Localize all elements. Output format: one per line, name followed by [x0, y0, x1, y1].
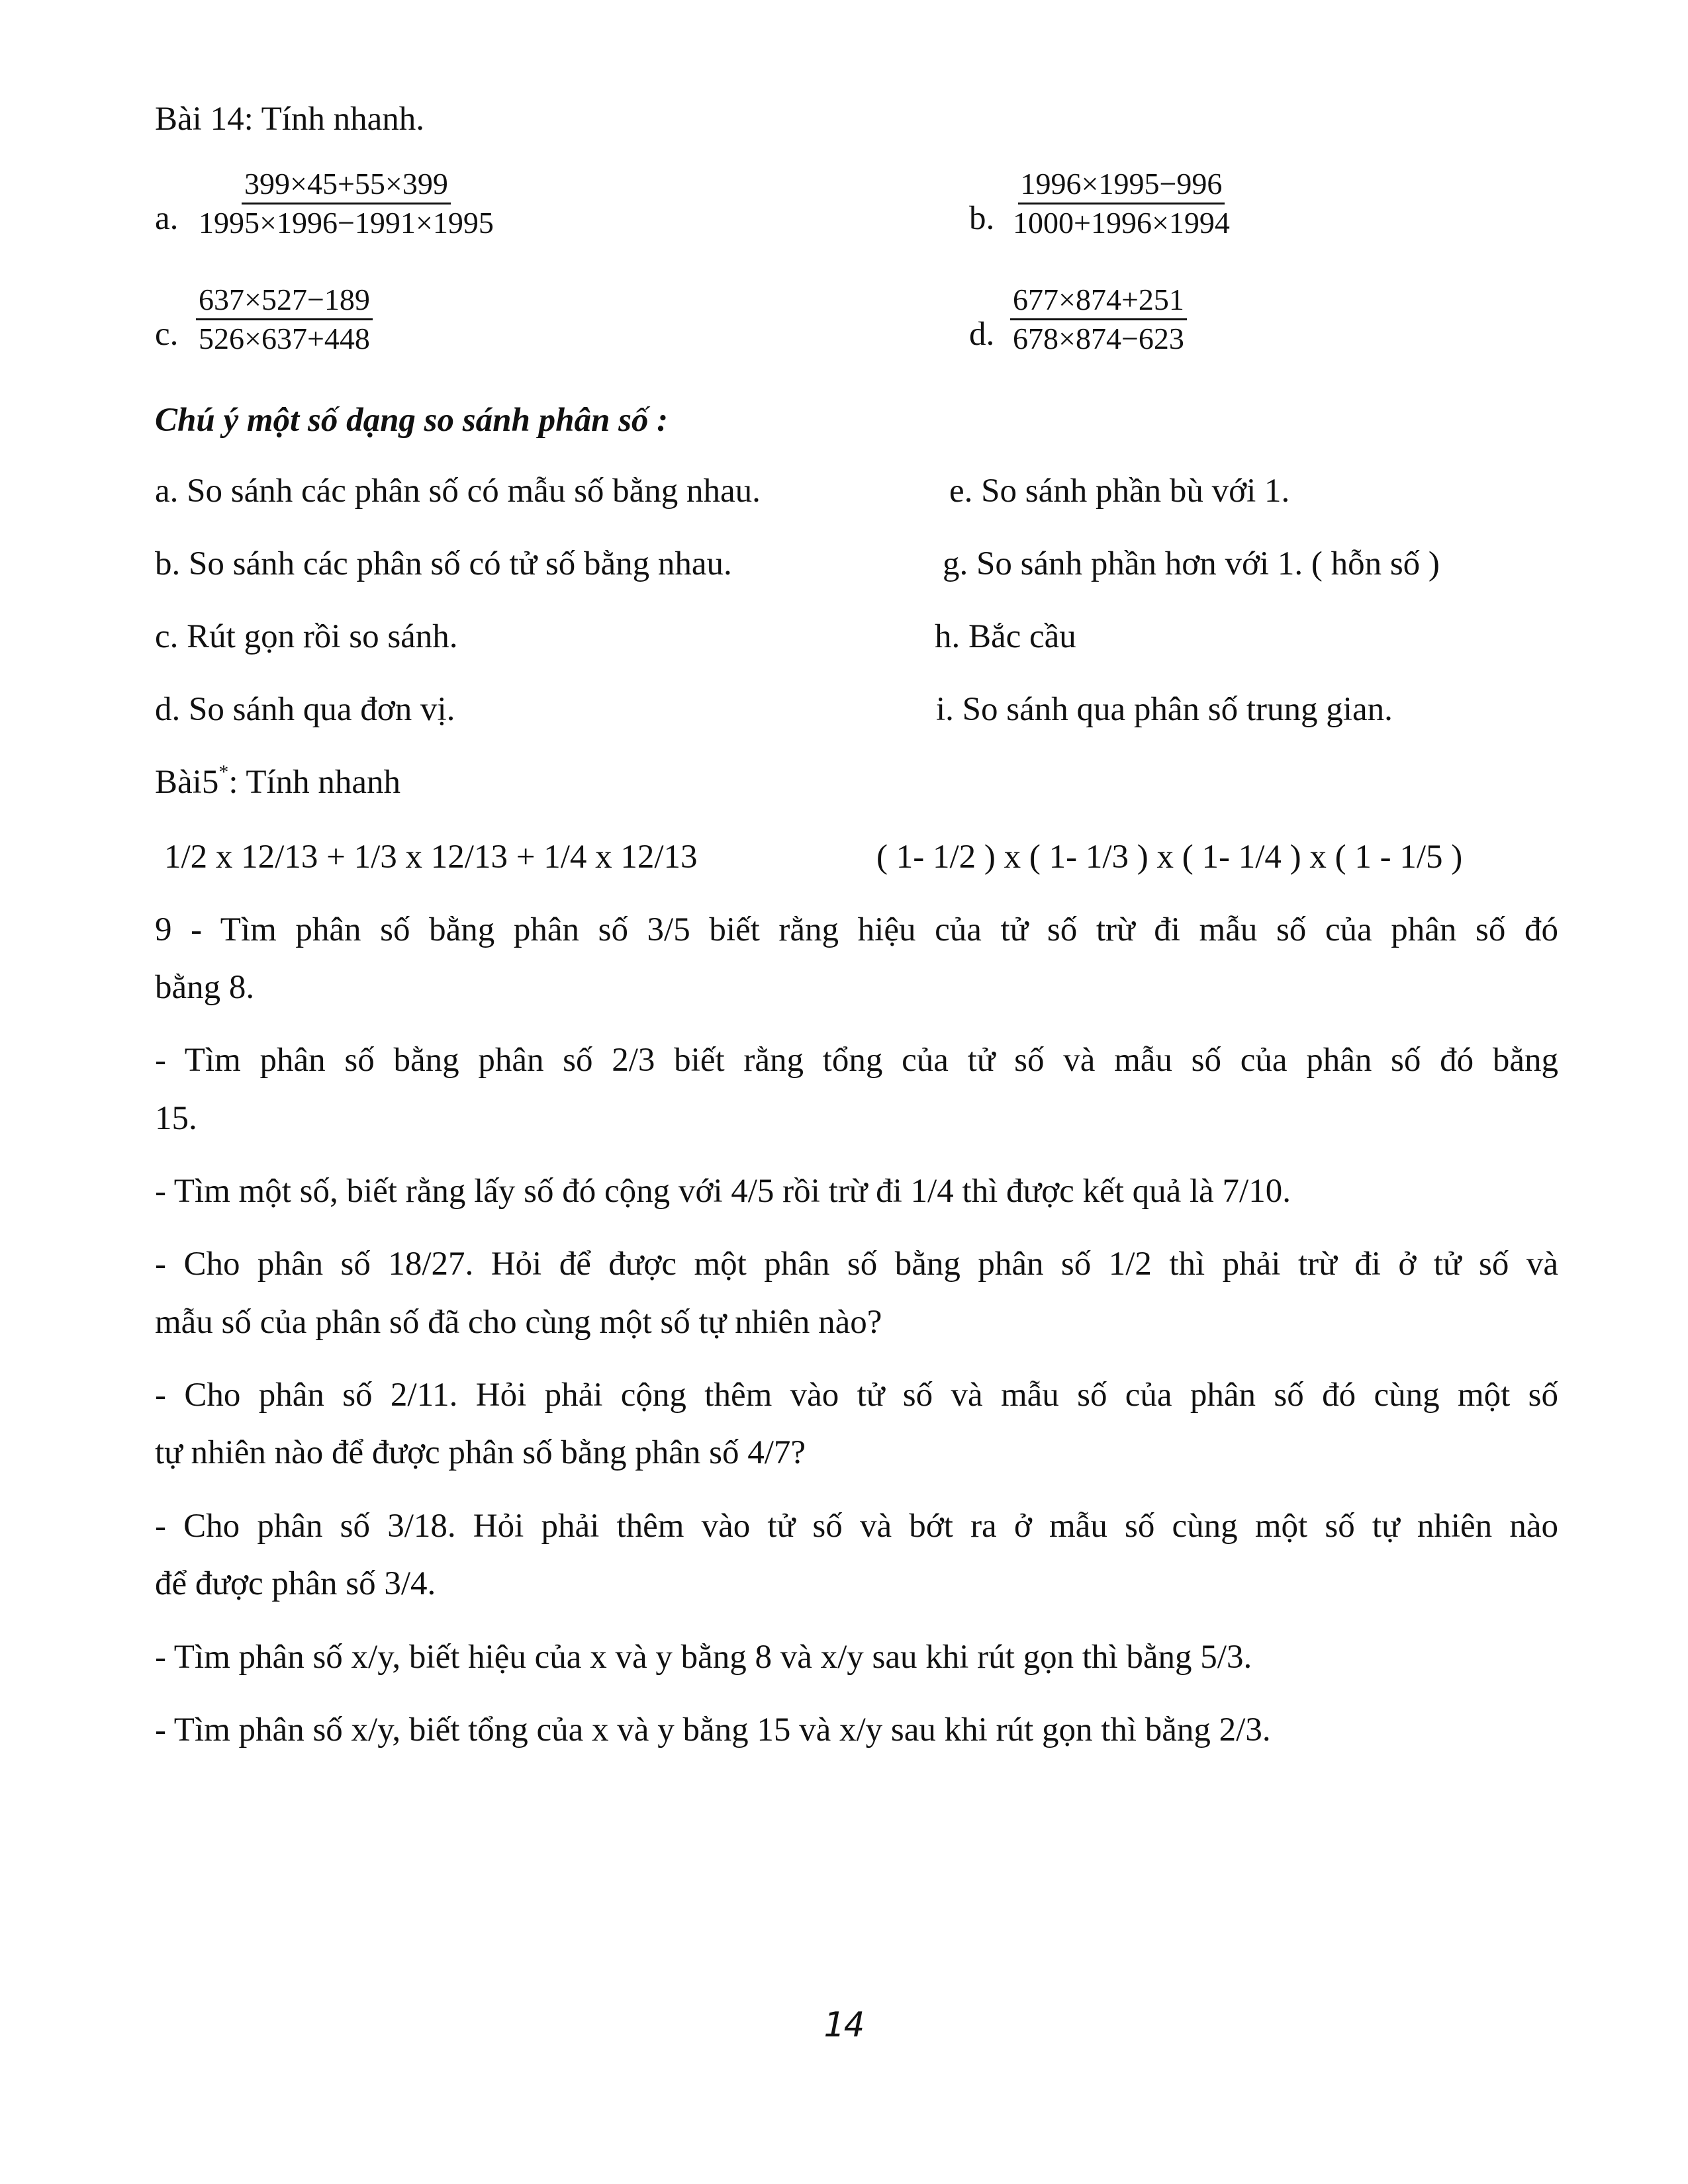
note-left-item: c. Rút gọn rồi so sánh.	[155, 618, 458, 655]
fraction-numerator: 399×45+55×399	[242, 165, 451, 205]
fraction-numerator: 677×874+251	[1010, 281, 1187, 320]
fraction-label: a.	[155, 200, 179, 237]
fraction-label: b.	[969, 200, 995, 237]
fraction-label: d.	[969, 316, 995, 353]
problem-line: - Tìm phân số x/y, biết tổng của x và y bằng 15 và x/y sau khi rút gọn thì bằng 2/3.	[155, 1711, 1271, 1749]
note-right-item: g. So sánh phần hơn với 1. ( hỗn số )	[943, 545, 1440, 582]
bai5-title-sup: *	[218, 761, 229, 783]
problem-line: mẫu số của phân số đã cho cùng một số tự nhiên nào?	[155, 1304, 882, 1341]
note-right-item: e. So sánh phần bù với 1.	[949, 473, 1290, 510]
problem-line: - Tìm phân số x/y, biết hiệu của x và y bằng 8 và x/y sau khi rút gọn thì bằng 5/3.	[155, 1639, 1252, 1676]
note-left-item: d. So sánh qua đơn vị.	[155, 691, 455, 728]
bai5-title	[155, 762, 400, 802]
problem-line: bằng 8.	[155, 969, 255, 1006]
note-right-item: h. Bắc cầu	[935, 618, 1076, 655]
problem-line: - Tìm một số, biết rằng lấy số đó cộng với 4/5 rồi trừ đi 1/4 thì được kết quả là 7/10.	[155, 1173, 1291, 1210]
fraction	[196, 281, 373, 357]
bai5-title-suffix: : Tính nhanh	[228, 764, 401, 801]
note-right-item: i. So sánh qua phân số trung gian.	[936, 691, 1393, 728]
fraction-denominator: 526×637+448	[199, 322, 370, 355]
problem-line: tự nhiên nào để được phân số bằng phân số 4/7?	[155, 1434, 806, 1471]
problem-line: - Cho phân số 18/27. Hỏi để được một phân số bằng phân số 1/2 thì phải trừ đi ở tử số và	[155, 1246, 1558, 1283]
document-page	[155, 0, 1558, 2184]
fraction-denominator: 1000+1996×1994	[1013, 206, 1230, 240]
fraction-denominator: 678×874−623	[1013, 322, 1184, 355]
fraction-numerator: 637×527−189	[196, 281, 373, 320]
bai5-expression-1: 1/2 x 12/13 + 1/3 x 12/13 + 1/4 x 12/13	[164, 839, 698, 876]
note-left-item: a. So sánh các phân số có mẫu số bằng nhau.	[155, 473, 761, 510]
fraction-label: c.	[155, 316, 179, 353]
bai5-expression-2: ( 1- 1/2 ) x ( 1- 1/3 ) x ( 1- 1/4 ) x ( 1 - 1/5 )	[876, 839, 1463, 876]
fraction-numerator: 1996×1995−996	[1018, 165, 1225, 205]
fraction	[196, 165, 496, 242]
fraction-denominator: 1995×1996−1991×1995	[199, 206, 494, 240]
problem-line: - Cho phân số 3/18. Hỏi phải thêm vào tử số và bớt ra ở mẫu số cùng một số tự nhiên nào	[155, 1508, 1558, 1545]
fraction	[1010, 281, 1187, 357]
problem-line: để được phân số 3/4.	[155, 1565, 436, 1602]
note-title: Chú ý một số dạng so sánh phân số :	[155, 402, 669, 439]
fraction	[1010, 165, 1233, 242]
problem-line: 15.	[155, 1100, 197, 1137]
problem-line: 9 - Tìm phân số bằng phân số 3/5 biết rằng hiệu của tử số trừ đi mẫu số của phân số đó	[155, 911, 1558, 948]
bai5-title-prefix: Bài5	[155, 764, 219, 801]
page-number: 14	[823, 2005, 865, 2045]
note-left-item: b. So sánh các phân số có tử số bằng nhau.	[155, 545, 732, 582]
bai14-title: Bài 14: Tính nhanh.	[155, 101, 425, 138]
problem-line: - Tìm phân số bằng phân số 2/3 biết rằng tổng của tử số và mẫu số của phân số đó bằng	[155, 1042, 1558, 1079]
problem-line: - Cho phân số 2/11. Hỏi phải cộng thêm vào tử số và mẫu số của phân số đó cùng một số	[155, 1377, 1558, 1414]
